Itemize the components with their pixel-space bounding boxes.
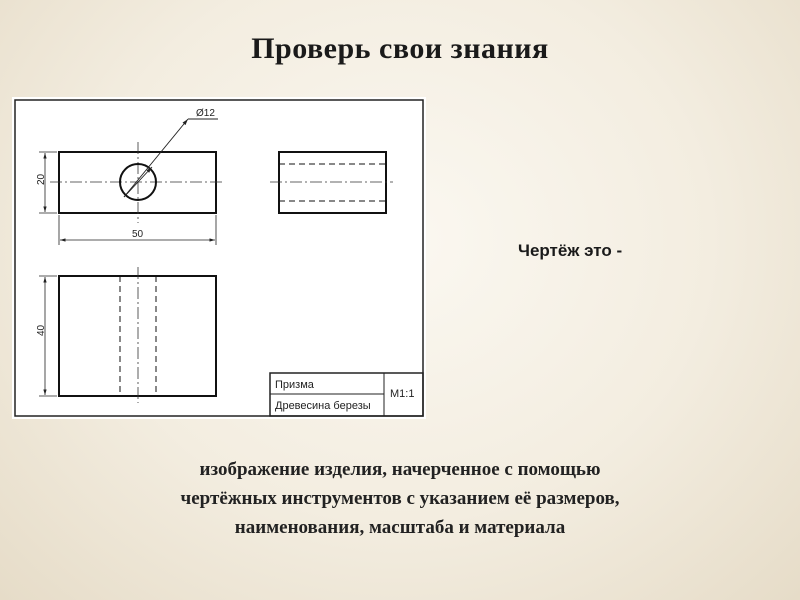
answer-line: чертёжных инструментов с указанием её размеров, — [180, 488, 620, 509]
title-block-material: Древесина березы — [275, 400, 371, 412]
dim-height-top: 20 — [36, 173, 47, 185]
dim-width: 50 — [132, 229, 144, 240]
answer-text — [60, 455, 740, 542]
side-view-outline — [279, 152, 386, 213]
title-block-name: Призма — [275, 379, 314, 391]
slide-title: Проверь свои знания — [251, 32, 549, 65]
dim-diameter: Ø12 — [196, 108, 215, 119]
drawing-svg — [12, 97, 426, 419]
front-view-outline — [59, 276, 216, 396]
drawing-frame — [15, 100, 423, 416]
title-block-scale: М1:1 — [390, 388, 415, 400]
technical-drawing — [12, 97, 426, 419]
answer-line: наименования, масштаба и материала — [234, 517, 566, 538]
question-text: Чертёж это - — [518, 241, 623, 260]
dim-height-front: 40 — [36, 324, 47, 336]
answer-line: изображение изделия, начерченное с помощью — [199, 459, 601, 480]
